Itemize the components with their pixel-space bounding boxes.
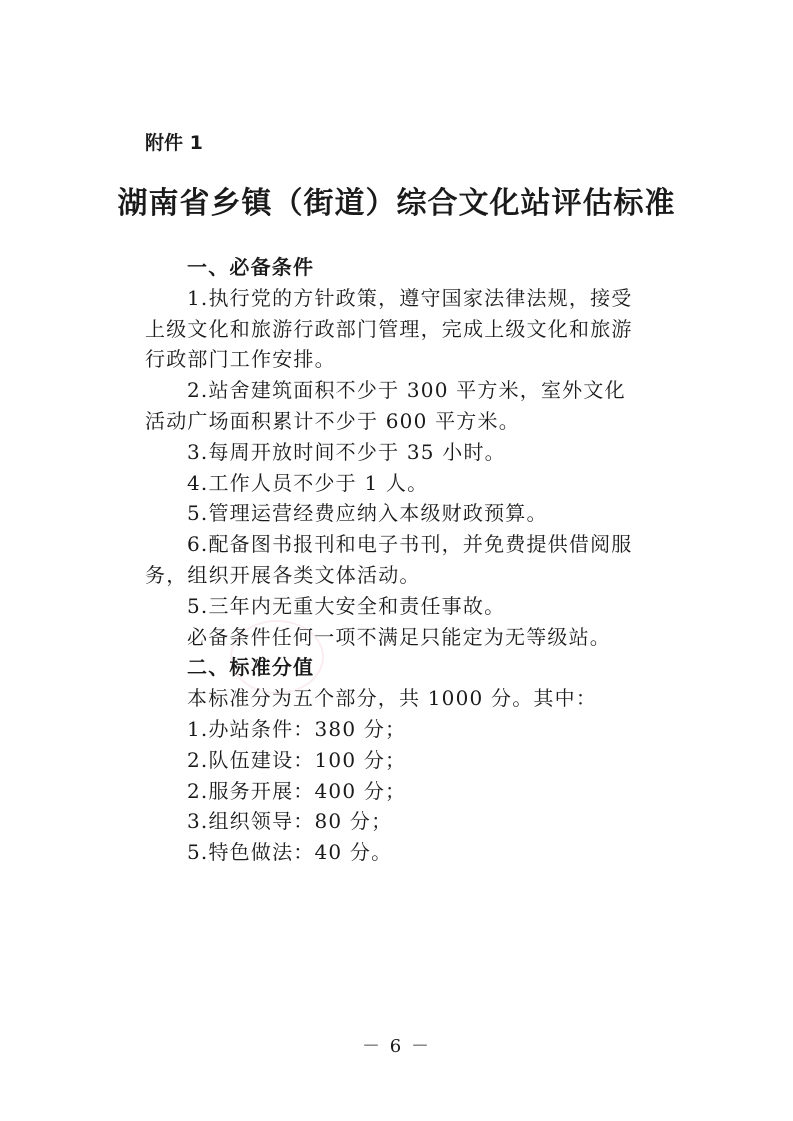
document-body bbox=[145, 252, 645, 868]
paragraph: 本标准分为五个部分，共 1000 分。其中： bbox=[187, 686, 598, 711]
paragraph: 2.站舍建筑面积不少于 300 平方米，室外文化活动广场面积累计不少于 600 平方米。 bbox=[145, 378, 626, 433]
score-item: 2.队伍建设：100 分； bbox=[187, 747, 407, 772]
paragraph: 4.工作人员不少于 1 人。 bbox=[187, 470, 429, 495]
paragraph: 6.配备图书报刊和电子书刊，并免费提供借阅服务，组织开展各类文体活动。 bbox=[145, 532, 633, 587]
document-title: 湖南省乡镇（街道）综合文化站评估标准 bbox=[117, 186, 676, 221]
score-item: 1.办站条件：380 分； bbox=[187, 716, 407, 741]
paragraph: 3.每周开放时间不少于 35 小时。 bbox=[187, 439, 506, 464]
page-number: － 6 － bbox=[362, 1036, 431, 1057]
score-item: 3.组织领导：80 分； bbox=[187, 809, 393, 834]
paragraph: 5.管理运营经费应纳入本级财政预算。 bbox=[187, 501, 548, 526]
score-item: 5.特色做法：40 分。 bbox=[187, 840, 393, 865]
paragraph: 1.执行党的方针政策，遵守国家法律法规，接受上级文化和旅游行政部门管理，完成上级文化和旅游行政部门工作安排。 bbox=[145, 285, 633, 372]
section-heading-standard-scores: 二、标准分值 bbox=[187, 655, 315, 680]
paragraph: 必备条件任何一项不满足只能定为无等级站。 bbox=[187, 624, 611, 649]
score-item: 2.服务开展：400 分； bbox=[187, 778, 407, 803]
section-heading-required-conditions: 一、必备条件 bbox=[187, 255, 315, 279]
attachment-label: 附件 1 bbox=[145, 132, 203, 154]
paragraph: 5.三年内无重大安全和责任事故。 bbox=[187, 593, 506, 618]
